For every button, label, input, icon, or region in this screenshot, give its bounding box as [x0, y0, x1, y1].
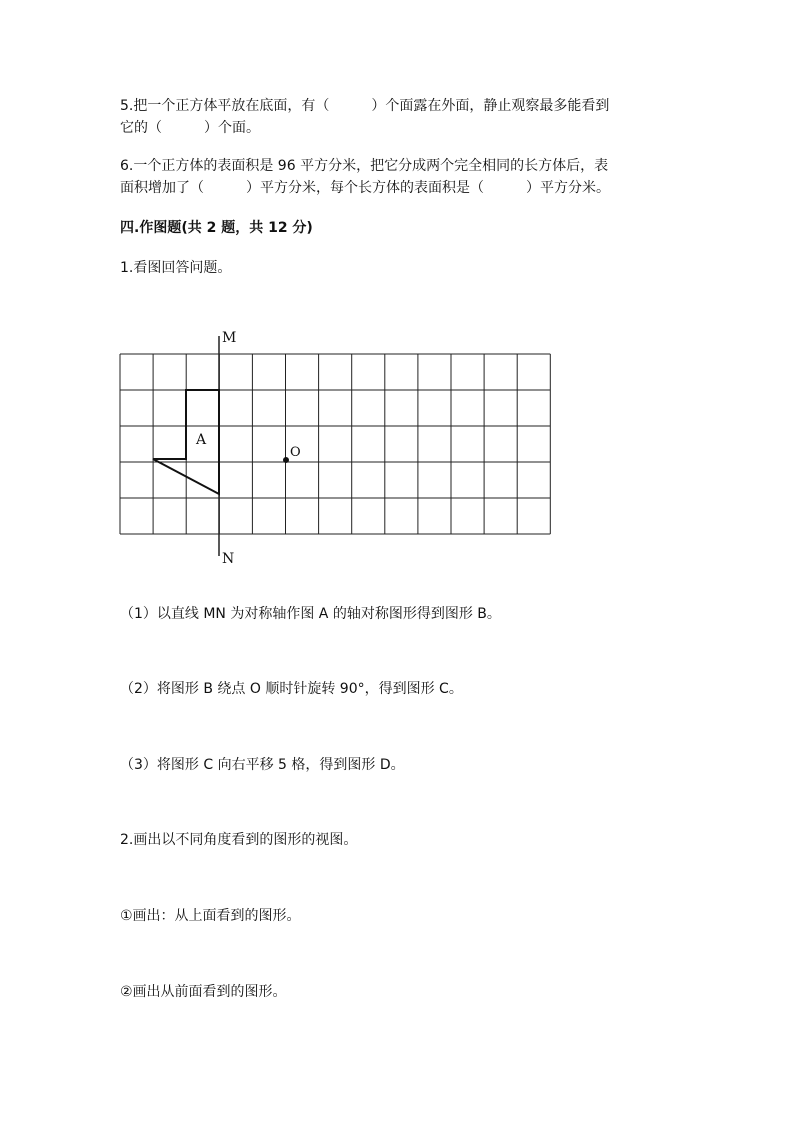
section-4-title: 四.作图题(共 2 题，共 12 分) [120, 220, 313, 236]
q5-line-1: 5.把一个正方体平放在底面，有（ ）个面露在外面，静止观察最多能看到 [120, 98, 610, 114]
label-a: A [196, 432, 207, 448]
problem-1-step-1: （1）以直线 MN 为对称轴作图 A 的轴对称图形得到图形 B。 [120, 606, 501, 622]
q6-line-2: 面积增加了（ ）平方分米，每个长方体的表面积是（ ）平方分米。 [120, 180, 610, 196]
q6-line-1: 6.一个正方体的表面积是 96 平方分米，把它分成两个完全相同的长方体后，表 [120, 158, 609, 174]
point-o [283, 457, 289, 463]
q5-line-2: 它的（ ）个面。 [120, 120, 260, 136]
problem-2-item-2: ②画出从前面看到的图形。 [120, 984, 287, 1000]
problem-2-title: 2.画出以不同角度看到的图形的视图。 [120, 832, 358, 848]
label-n: N [222, 551, 235, 567]
grid [120, 354, 550, 534]
label-m: M [222, 330, 237, 346]
problem-1-step-2: （2）将图形 B 绕点 O 顺时针旋转 90°，得到图形 C。 [120, 681, 463, 697]
label-o: O [290, 445, 301, 460]
problem-2-item-1: ①画出：从上面看到的图形。 [120, 908, 301, 924]
problem-1-title: 1.看图回答问题。 [120, 260, 232, 276]
problem-1-step-3: （3）将图形 C 向右平移 5 格，得到图形 D。 [120, 757, 405, 773]
